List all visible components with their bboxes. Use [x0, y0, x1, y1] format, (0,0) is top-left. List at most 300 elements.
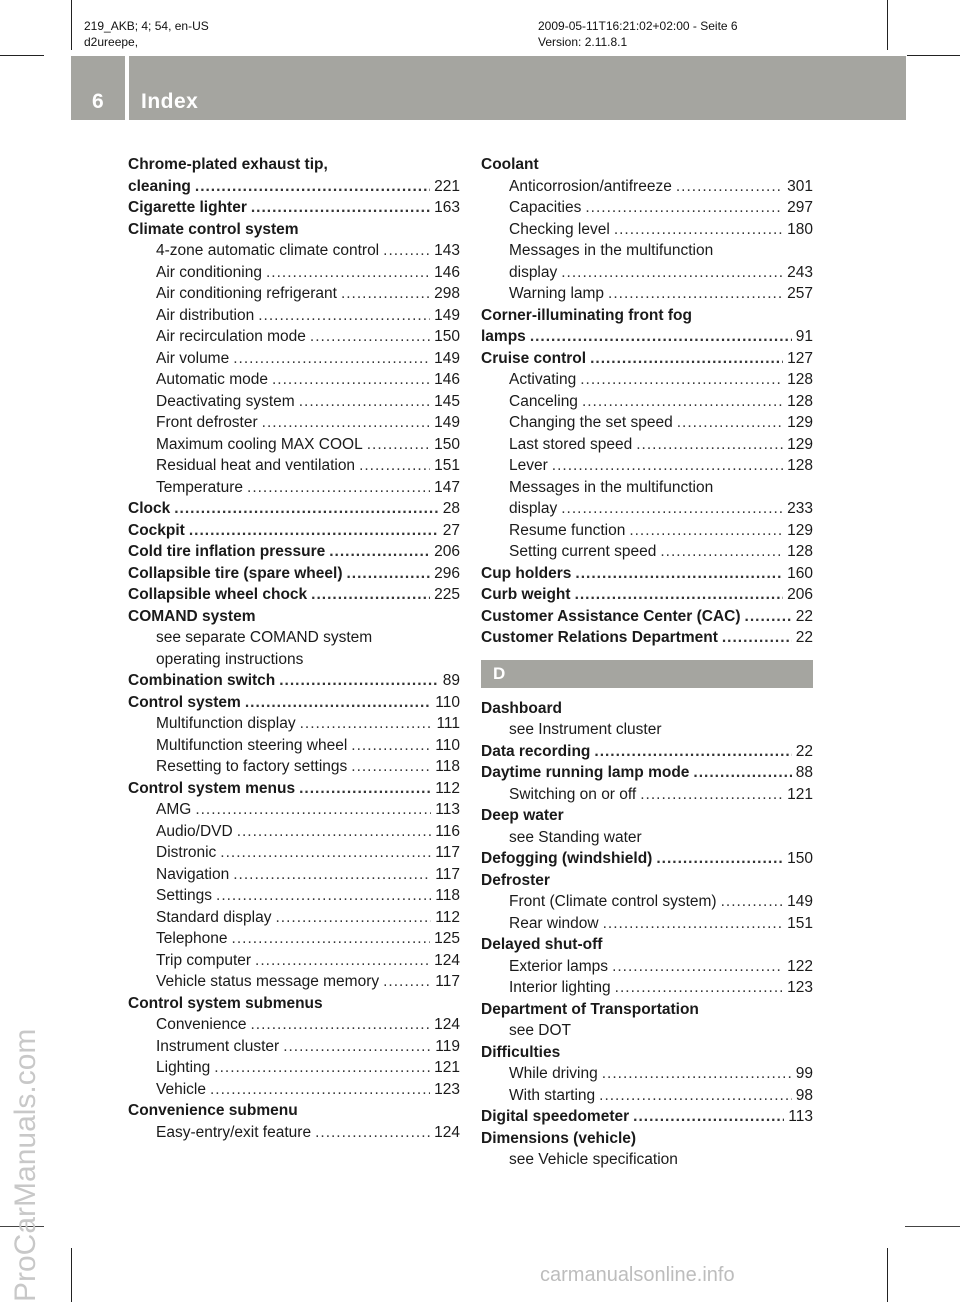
dot-leader [640, 784, 783, 806]
index-heading: Department of Transportation [481, 1000, 699, 1018]
entry-label: Exterior lamps [509, 957, 609, 975]
page-ref: 151 [787, 914, 813, 932]
index-subentry [481, 262, 813, 284]
entry-label: Air conditioning [156, 263, 262, 281]
page-ref: 129 [787, 435, 813, 453]
entry-label: Anticorrosion/antifreeze [509, 177, 672, 195]
page-ref: 124 [434, 1016, 460, 1033]
index-subentry [481, 434, 813, 456]
page-ref: 113 [435, 801, 460, 818]
dot-leader [174, 498, 439, 520]
entry-label: Distronic [156, 844, 217, 861]
dot-leader [383, 971, 431, 993]
entry-label: Front (Climate control system) [509, 893, 717, 910]
page-ref: 129 [787, 521, 813, 539]
dot-leader [195, 799, 431, 821]
page-ref: 22 [795, 742, 813, 760]
crop-mark [71, 0, 72, 50]
page-ref: 149 [434, 414, 460, 431]
index-subentry [128, 735, 460, 757]
entry-label: Standard display [156, 908, 272, 926]
page-ref: 180 [787, 220, 813, 238]
page-ref: 301 [787, 177, 813, 195]
index-heading: Delayed shut-off [481, 936, 603, 953]
entry-label: Digital speedometer [481, 1108, 630, 1125]
index-entry [481, 326, 813, 348]
dot-leader [530, 326, 792, 348]
index-heading: Convenience submenu [128, 1102, 298, 1119]
page-title: Index [141, 90, 199, 113]
entry-label: 4-zone automatic climate control [156, 242, 380, 259]
dot-leader [602, 1063, 792, 1085]
entry-label: Control system menus [128, 779, 296, 797]
dot-leader [383, 240, 430, 262]
dot-leader [575, 563, 783, 585]
entry-label: Customer Relations Department [481, 629, 718, 646]
page-ref: 22 [795, 607, 813, 625]
page-ref: 89 [442, 672, 460, 689]
dot-leader [603, 913, 784, 935]
dot-leader [351, 735, 431, 757]
index-subentry [481, 956, 813, 978]
entry-label: Setting current speed [509, 543, 657, 560]
entry-label: display [509, 500, 558, 517]
index-entry [128, 692, 460, 714]
dot-leader [676, 176, 783, 198]
index-entry [128, 563, 460, 585]
entry-label: Capacities [509, 199, 582, 216]
dot-leader [245, 692, 431, 714]
index-subentry [481, 412, 813, 434]
page-ref: 297 [787, 199, 813, 216]
bottom-watermark: carmanualsonline.info [540, 1264, 735, 1286]
page-ref: 117 [435, 865, 460, 883]
index-subentry [128, 369, 460, 391]
entry-label: Control system [128, 693, 241, 711]
entry-label: Air conditioning refrigerant [156, 285, 337, 302]
entry-label: Resetting to factory settings [156, 758, 348, 775]
index-subentry [481, 219, 813, 241]
meta-line: 2009-05-11T16:21:02+02:00 - Seite 6 [538, 19, 738, 33]
page-ref: 221 [434, 177, 460, 195]
meta-line: d2ureepe, [84, 35, 139, 49]
page-ref: 128 [787, 371, 813, 388]
dot-leader [250, 1014, 430, 1036]
dot-leader [721, 891, 784, 913]
index-subentry [128, 305, 460, 327]
entry-label: Multifunction display [156, 715, 296, 732]
entry-label: Defogging (windshield) [481, 850, 653, 867]
index-subentry [128, 821, 460, 843]
page-ref: 127 [787, 349, 813, 367]
page-ref: 146 [434, 371, 460, 388]
page-ref: 146 [434, 263, 460, 281]
page-ref: 121 [787, 785, 813, 803]
index-entry [128, 197, 460, 219]
entry-label: Checking level [509, 220, 610, 238]
index-subentry [128, 1036, 460, 1058]
entry-label: Vehicle [156, 1080, 206, 1098]
index-subentry [481, 784, 813, 806]
entry-label: Convenience [156, 1016, 247, 1033]
index-subentry [128, 477, 460, 499]
entry-label: Warning lamp [509, 285, 605, 302]
dot-leader [300, 713, 433, 735]
meta-line: Version: 2.11.8.1 [538, 35, 628, 49]
index-see-reference: see separate COMAND system [156, 629, 373, 646]
dot-leader [214, 1057, 430, 1079]
dot-leader [299, 391, 430, 413]
dot-leader [608, 283, 783, 305]
page-ref: 147 [434, 478, 460, 496]
section-letter-heading: D [481, 660, 813, 688]
dot-leader [552, 455, 783, 477]
dot-leader [195, 176, 430, 198]
dot-leader [367, 434, 430, 456]
page-ref: 98 [795, 1086, 813, 1104]
index-subentry [128, 348, 460, 370]
entry-label: Trip computer [156, 951, 252, 969]
dot-leader [561, 498, 783, 520]
dot-leader [258, 305, 430, 327]
index-entry [481, 606, 813, 628]
dot-leader [210, 1079, 430, 1101]
index-heading: Dashboard [481, 699, 562, 717]
index-subentry [128, 756, 460, 778]
entry-label: Automatic mode [156, 371, 268, 388]
page-ref: 118 [435, 758, 460, 775]
dot-leader [594, 741, 791, 763]
entry-label: Cigarette lighter [128, 199, 247, 216]
index-subentry [128, 799, 460, 821]
page-ref: 163 [434, 199, 460, 216]
page-ref: 22 [795, 629, 813, 646]
dot-leader [585, 197, 783, 219]
page-ref: 128 [787, 457, 813, 474]
entry-label: Navigation [156, 865, 230, 883]
page-ref: 150 [434, 328, 460, 345]
index-subentry [128, 283, 460, 305]
dot-leader [580, 369, 783, 391]
entry-label: Deactivating system [156, 392, 295, 410]
index-subentry [128, 391, 460, 413]
entry-label: Data recording [481, 742, 591, 760]
entry-label: Cockpit [128, 521, 185, 539]
entry-label: Cup holders [481, 564, 572, 582]
index-entry [481, 1106, 813, 1128]
index-subentry [128, 885, 460, 907]
dot-leader [251, 197, 430, 219]
page-ref: 149 [434, 349, 460, 367]
index-entry [481, 348, 813, 370]
index-subentry [128, 412, 460, 434]
page-ref: 128 [787, 392, 813, 410]
index-heading: Climate control system [128, 220, 299, 238]
entry-label: Easy-entry/exit feature [156, 1123, 312, 1141]
page-ref: 116 [435, 822, 460, 840]
page-ref: 243 [787, 263, 813, 281]
entry-label: Activating [509, 371, 577, 388]
page-ref: 124 [434, 951, 460, 969]
index-subentry [481, 891, 813, 913]
page-ref: 225 [434, 586, 460, 603]
page-ref: 110 [435, 736, 460, 754]
page-ref: 151 [434, 457, 460, 474]
entry-label: Maximum cooling MAX COOL [156, 435, 363, 453]
index-entry [128, 584, 460, 606]
dot-leader [232, 928, 431, 950]
index-heading: Deep water [481, 807, 564, 824]
header-divider [125, 56, 129, 120]
index-subentry [128, 842, 460, 864]
entry-label: Customer Assistance Center (CAC) [481, 607, 741, 625]
page-ref: 91 [795, 328, 813, 345]
index-entry [128, 498, 460, 520]
dot-leader [677, 412, 783, 434]
index-subentry [481, 369, 813, 391]
index-subentry [481, 541, 813, 563]
index-subentry [128, 326, 460, 348]
index-heading: Chrome-plated exhaust tip, [128, 156, 328, 173]
dot-leader [561, 262, 783, 284]
page-ref: 150 [434, 435, 460, 453]
entry-label: Lever [509, 457, 548, 474]
entry-label: Instrument cluster [156, 1037, 280, 1055]
entry-label: Vehicle status message memory [156, 973, 380, 990]
entry-label: With starting [509, 1086, 596, 1104]
crop-mark [887, 0, 888, 50]
entry-label: Combination switch [128, 672, 276, 689]
meta-line: 219_AKB; 4; 54, en-US [84, 19, 209, 33]
dot-leader [299, 778, 431, 800]
crop-mark [905, 1226, 960, 1227]
entry-label: Collapsible wheel chock [128, 586, 308, 603]
page-ref: 119 [435, 1037, 460, 1055]
index-entry [481, 741, 813, 763]
index-subentry [128, 240, 460, 262]
index-heading: Coolant [481, 156, 539, 173]
index-subentry [128, 262, 460, 284]
dot-leader [233, 864, 431, 886]
page-ref: 296 [434, 564, 460, 582]
index-subentry [128, 1014, 460, 1036]
page-ref: 124 [434, 1123, 460, 1141]
entry-label: Daytime running lamp mode [481, 764, 690, 781]
page-ref: 150 [787, 850, 813, 867]
page-ref: 88 [795, 764, 813, 781]
entry-label: Temperature [156, 478, 244, 496]
dot-leader [656, 848, 783, 870]
entry-label: Switching on or off [509, 785, 637, 803]
dot-leader [272, 369, 430, 391]
dot-leader [612, 956, 783, 978]
index-subentry [128, 928, 460, 950]
index-subentry [128, 1057, 460, 1079]
dot-leader [351, 756, 431, 778]
index-entry [128, 670, 460, 692]
page-ref: 298 [434, 285, 460, 302]
dot-leader [283, 1036, 431, 1058]
page-ref: 112 [435, 908, 460, 926]
entry-label: Collapsible tire (spare wheel) [128, 564, 343, 582]
index-entry [128, 541, 460, 563]
page-ref: 149 [787, 893, 813, 910]
dot-leader [266, 262, 430, 284]
index-subentry [128, 864, 460, 886]
index-subentry [481, 1063, 813, 1085]
entry-label: Front defroster [156, 414, 258, 431]
index-subentry [128, 1079, 460, 1101]
index-heading: COMAND system [128, 607, 256, 625]
page-ref: 117 [435, 973, 460, 990]
entry-label: Lighting [156, 1059, 211, 1076]
dot-leader [189, 520, 439, 542]
index-entry [128, 520, 460, 542]
page-ref: 143 [434, 242, 460, 259]
dot-leader [237, 821, 432, 843]
entry-label: Audio/DVD [156, 822, 233, 840]
index-heading: Corner-illuminating front fog [481, 306, 692, 324]
index-see-reference: see Instrument cluster [509, 721, 662, 738]
dot-leader [310, 326, 430, 348]
dot-leader [220, 842, 431, 864]
page-ref: 206 [787, 586, 813, 603]
entry-label: Settings [156, 887, 213, 904]
page-ref: 125 [434, 930, 460, 947]
dot-leader [247, 477, 430, 499]
crop-mark [887, 1248, 888, 1302]
entry-label: Cruise control [481, 349, 587, 367]
dot-leader [660, 541, 783, 563]
dot-leader [233, 348, 430, 370]
index-entry [481, 627, 813, 649]
page-ref: 111 [436, 715, 460, 732]
index-subentry [481, 391, 813, 413]
dot-leader [582, 391, 783, 413]
index-heading: Difficulties [481, 1043, 561, 1061]
index-see-reference: see Vehicle specification [509, 1151, 678, 1168]
page-ref: 206 [434, 543, 460, 560]
index-entry [481, 762, 813, 784]
page-ref: 28 [442, 500, 460, 517]
dot-leader [629, 520, 783, 542]
index-subentry [481, 283, 813, 305]
entry-label: display [509, 263, 558, 281]
page-ref: 121 [434, 1059, 460, 1076]
entry-label: While driving [509, 1065, 598, 1082]
entry-label: Air distribution [156, 306, 255, 324]
dot-leader [311, 584, 430, 606]
dot-leader [315, 1122, 430, 1144]
entry-label: Multifunction steering wheel [156, 736, 348, 754]
entry-label: Resume function [509, 521, 626, 539]
page-ref: 117 [435, 844, 460, 861]
page-ref: 118 [435, 887, 460, 904]
page-ref: 27 [442, 521, 460, 539]
index-column-left [128, 154, 460, 1143]
index-see-reference: see Standing water [509, 828, 642, 846]
index-subentry [481, 455, 813, 477]
index-see-reference: Messages in the multifunction [509, 478, 714, 496]
dot-leader [614, 219, 783, 241]
index-subentry [481, 197, 813, 219]
page-ref: 110 [435, 693, 460, 711]
page-ref: 123 [787, 979, 813, 996]
page-ref: 112 [435, 779, 460, 797]
entry-label: Curb weight [481, 586, 571, 603]
page-ref: 257 [787, 285, 813, 302]
index-see-reference: Messages in the multifunction [509, 242, 714, 259]
page-ref: 129 [787, 414, 813, 431]
entry-label: Interior lighting [509, 979, 611, 996]
index-subentry [128, 1122, 460, 1144]
index-subentry [128, 971, 460, 993]
entry-label: lamps [481, 328, 526, 345]
entry-label: Cold tire inflation pressure [128, 543, 326, 560]
dot-leader [216, 885, 431, 907]
entry-label: cleaning [128, 177, 191, 195]
entry-label: Changing the set speed [509, 414, 673, 431]
page-ref: 160 [787, 564, 813, 582]
dot-leader [633, 1106, 784, 1128]
index-entry [128, 778, 460, 800]
index-entry [481, 584, 813, 606]
index-subentry [128, 434, 460, 456]
page-ref: 128 [787, 543, 813, 560]
crop-mark [71, 1248, 72, 1302]
crop-mark [0, 55, 44, 56]
index-heading: Control system submenus [128, 994, 323, 1012]
index-subentry [128, 455, 460, 477]
dot-leader [341, 283, 430, 305]
index-see-reference: see DOT [509, 1022, 572, 1039]
entry-label: Clock [128, 500, 171, 517]
dot-leader [599, 1085, 792, 1107]
page-ref: 233 [787, 500, 813, 517]
entry-label: Residual heat and ventilation [156, 457, 356, 474]
index-entry [481, 563, 813, 585]
index-entry [481, 848, 813, 870]
index-subentry [481, 977, 813, 999]
index-subentry [128, 907, 460, 929]
entry-label: Air recirculation mode [156, 328, 306, 345]
entry-label: AMG [156, 801, 192, 818]
index-column-right [481, 154, 813, 1171]
crop-mark [907, 55, 960, 56]
dot-leader [275, 907, 431, 929]
dot-leader [575, 584, 784, 606]
dot-leader [745, 606, 792, 628]
print-meta-right [538, 18, 738, 50]
entry-label: Air volume [156, 349, 230, 367]
index-heading: Dimensions (vehicle) [481, 1129, 637, 1147]
dot-leader [346, 563, 430, 585]
page-ref: 99 [795, 1065, 813, 1082]
entry-label: Rear window [509, 914, 599, 932]
index-subentry [481, 913, 813, 935]
entry-label: Telephone [156, 930, 228, 947]
dot-leader [722, 627, 792, 649]
index-subentry [481, 176, 813, 198]
dot-leader [693, 762, 791, 784]
dot-leader [590, 348, 783, 370]
index-heading: Defroster [481, 871, 550, 889]
index-subentry [481, 498, 813, 520]
page-number: 6 [92, 90, 104, 113]
page-ref: 145 [434, 392, 460, 410]
index-subentry [128, 713, 460, 735]
dot-leader [279, 670, 439, 692]
